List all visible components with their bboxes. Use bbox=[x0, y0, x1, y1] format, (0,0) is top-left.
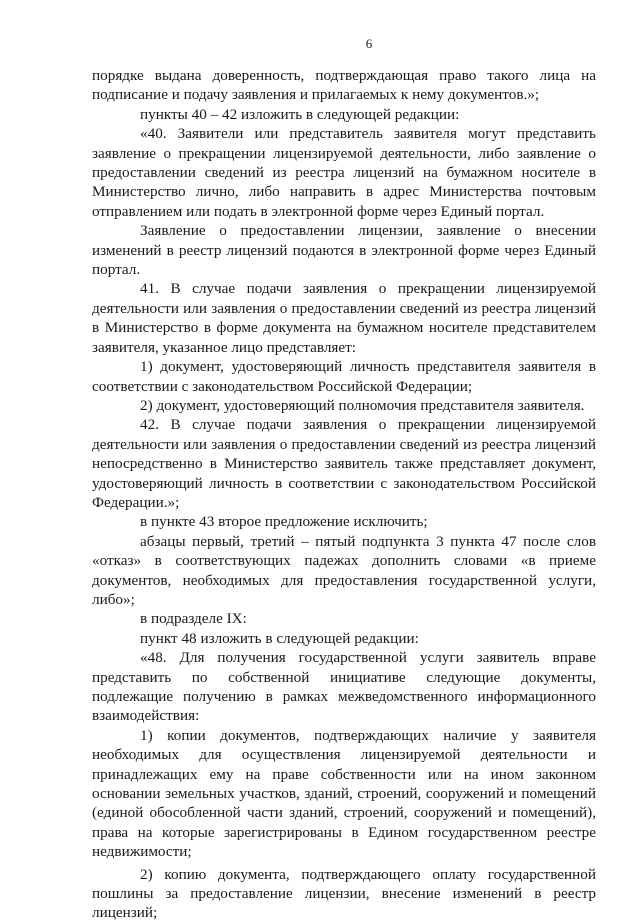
paragraph: «40. Заявители или представитель заявителя могут представить заявление о прекращении лицензируемой деятельности, либо заявление о предоставлении сведений из реестра лицензий на бумажном носителе в Министерство лично, либо направить в адрес Министерства почтовым отправлением или подать в электронной форме через Единый портал. bbox=[92, 125, 596, 220]
paragraph: 2) документ, удостоверяющий полномочия представителя заявителя. bbox=[140, 396, 585, 414]
paragraph: пункты 40 – 42 изложить в следующей редакции: bbox=[140, 105, 460, 123]
paragraph: в пункте 43 второе предложение исключить; bbox=[140, 513, 428, 531]
paragraph: 1) документ, удостоверяющий личность представителя заявителя в соответствии с законодательством Российской Федерации; bbox=[92, 358, 596, 395]
paragraph: 42. В случае подачи заявления о прекращении лицензируемой деятельности или заявления о предоставлении сведений из реестра лицензий непосредственно в Министерство заявитель также представляет документ, удостоверяющий личность в соответствии с законодательством Российской Федерации.»; bbox=[92, 416, 596, 511]
paragraph: Заявление о предоставлении лицензии, заявление о внесении изменений в реестр лицензий подаются в электронной форме через Единый портал. bbox=[92, 222, 596, 279]
paragraph: порядке выдана доверенность, подтверждающая право такого лица на подписание и подачу заявления и прилагаемых к нему документов.»; bbox=[92, 67, 596, 104]
paragraph: 2) копию документа, подтверждающего оплату государственной пошлины за предоставление лицензии, внесение изменений в реестр лицензий; bbox=[92, 865, 596, 922]
paragraph: 1) копии документов, подтверждающих наличие у заявителя необходимых для осуществления лицензируемой деятельности и принадлежащих ему на праве собственности или на ином законном основании земельных участков, зданий, строений, сооружений и помещений (единой обособленной части зданий, строений, сооружений и помещений), права на которые зарегистрированы в Едином государственном реестре недвижимости; bbox=[92, 726, 596, 861]
paragraph: «48. Для получения государственной услуги заявитель вправе представить по собственной инициативе следующие документы, подлежащие получению в рамках межведомственного информационного взаимодействия: bbox=[92, 649, 596, 725]
paragraph: в подразделе IX: bbox=[140, 610, 247, 628]
paragraph: абзацы первый, третий – пятый подпункта 3 пункта 47 после слов «отказ» в соответствующих падежах дополнить словами «в приеме документов, необходимых для предоставления государственной услуги, либо»; bbox=[92, 532, 596, 608]
page-number: 6 bbox=[365, 36, 373, 51]
paragraph: пункт 48 изложить в следующей редакции: bbox=[140, 629, 419, 647]
paragraph: 41. В случае подачи заявления о прекращении лицензируемой деятельности или заявления о предоставлении сведений из реестра лицензий в Министерство в форме документа на бумажном носителе представителем заявителя, указанное лицо представляет: bbox=[92, 280, 596, 356]
